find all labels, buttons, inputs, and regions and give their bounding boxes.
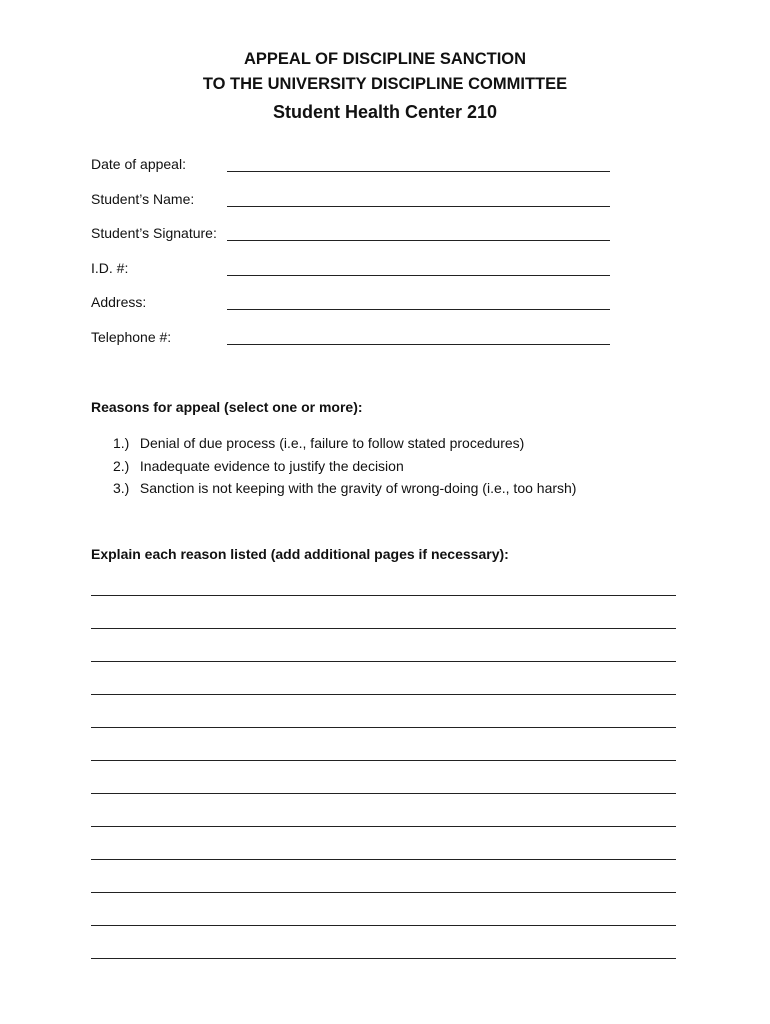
- date-of-appeal-input-line[interactable]: [227, 171, 610, 172]
- list-item[interactable]: [113, 455, 576, 478]
- student-name-input-line[interactable]: [227, 206, 610, 207]
- reason-number: 2.): [113, 457, 130, 474]
- field-student-name: [91, 187, 621, 222]
- explanation-line[interactable]: [91, 826, 676, 859]
- field-label: I.D. #:: [91, 259, 129, 276]
- explanation-line[interactable]: [91, 760, 676, 793]
- explanation-lines: [91, 595, 676, 991]
- explanation-line[interactable]: [91, 628, 676, 661]
- reason-text: Sanction is not keeping with the gravity of wrong-doing (i.e., too harsh): [139, 480, 577, 496]
- explanation-line[interactable]: [91, 958, 676, 991]
- reason-text: Denial of due process (i.e., failure to follow stated procedures): [139, 435, 525, 451]
- explanation-heading: Explain each reason listed (add additional pages if necessary):: [91, 546, 509, 562]
- field-label: Student’s Name:: [91, 190, 195, 207]
- student-info-fields: [91, 152, 621, 360]
- explanation-line[interactable]: [91, 859, 676, 892]
- list-item[interactable]: [113, 477, 576, 500]
- form-title: [0, 47, 770, 126]
- reason-number: 3.): [113, 480, 130, 496]
- explanation-line[interactable]: [91, 925, 676, 958]
- field-date-of-appeal: [91, 152, 621, 187]
- explanation-line[interactable]: [91, 595, 676, 628]
- field-student-signature: [91, 221, 621, 256]
- explanation-line[interactable]: [91, 694, 676, 727]
- field-label: Address:: [91, 294, 147, 311]
- field-label: Telephone #:: [91, 328, 172, 345]
- field-label: Date of appeal:: [91, 156, 186, 172]
- student-signature-input-line[interactable]: [227, 240, 610, 241]
- explanation-line[interactable]: [91, 793, 676, 826]
- explanation-line[interactable]: [91, 892, 676, 925]
- reason-number: 1.): [113, 435, 130, 451]
- field-id-number: [91, 256, 621, 291]
- id-number-input-line[interactable]: [227, 275, 610, 276]
- list-item[interactable]: [113, 432, 576, 455]
- field-address: [91, 290, 621, 325]
- explanation-line[interactable]: [91, 661, 676, 694]
- reasons-list: [113, 432, 576, 500]
- title-line-3: Student Health Center 210: [272, 102, 498, 122]
- title-line-2: TO THE UNIVERSITY DISCIPLINE COMMITTEE: [202, 75, 568, 93]
- reasons-heading: Reasons for appeal (select one or more):: [91, 399, 363, 415]
- field-label: Student’s Signature:: [91, 225, 217, 242]
- telephone-input-line[interactable]: [227, 344, 610, 345]
- title-line-1: APPEAL OF DISCIPLINE SANCTION: [243, 50, 527, 68]
- reason-text: Inadequate evidence to justify the decision: [139, 457, 404, 474]
- explanation-line[interactable]: [91, 727, 676, 760]
- address-input-line[interactable]: [227, 309, 610, 310]
- field-telephone: [91, 325, 621, 360]
